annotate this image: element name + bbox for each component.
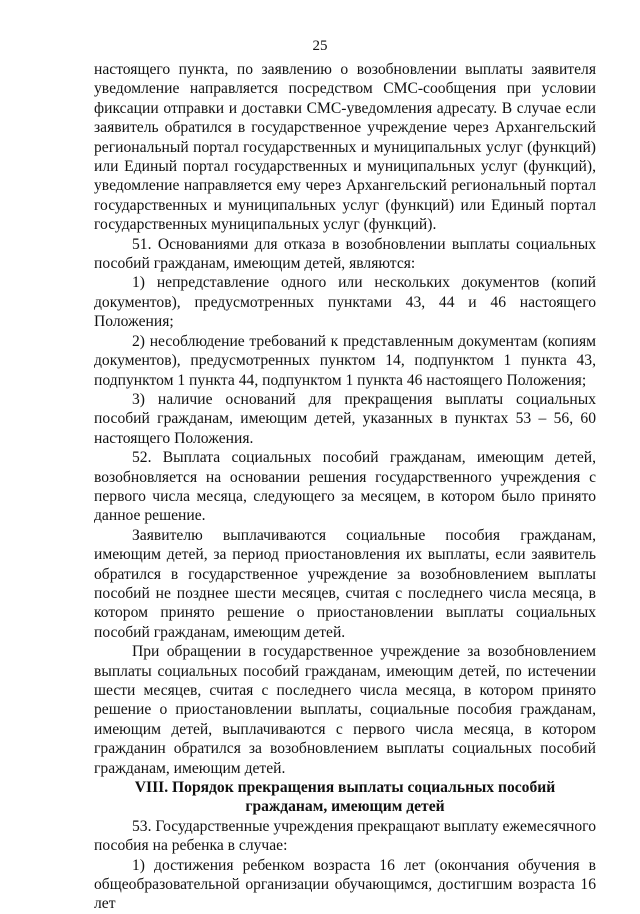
paragraph-51-item-2: 2) несоблюдение требований к представленным документам (копиям документов), предусмотренных пунктом 14, подпунктом 1 пункта 43, подпунктом 1 пункта 44, подпунктом 1 пункта 46 настоящего Положения;: [94, 332, 596, 389]
section-heading-line-2: гражданам, имеющим детей: [245, 798, 445, 816]
paragraph-51-item-3: 3) наличие оснований для прекращения выплаты социальных пособий гражданам, имеющим детей, указанных в пунктах 53 – 56, 60 настоящего Положения.: [94, 390, 596, 447]
document-body: [94, 60, 596, 914]
paragraph-53-item-1: 1) достижения ребенком возраста 16 лет (окончания обучения в общеобразовательной организации обучающимся, достигшим возраста 16 лет: [94, 856, 596, 913]
paragraph-52-part-3: При обращении в государственное учреждение за возобновлением выплаты социальных пособий гражданам, имеющим детей, по истечении шести месяцев, считая с последнего числа месяца, в котором принято решение о приостановлении выплаты, социальные пособия гражданам, имеющим детей, выплачиваются с первого числа месяца, в котором гражданин обратился за возобновлением выплаты социальных пособий гражданам, имеющим детей.: [94, 643, 596, 777]
section-heading-line-1: VIII. Порядок прекращения выплаты социальных пособий: [134, 779, 556, 797]
paragraph-51-item-1: 1) непредставление одного или нескольких документов (копий документов), предусмотренных пунктами 43, 44 и 46 настоящего Положения;: [94, 274, 596, 331]
section-heading: [94, 778, 596, 817]
paragraph-51-intro: 51. Основаниями для отказа в возобновлении выплаты социальных пособий гражданам, имеющим детей, являются:: [94, 235, 596, 273]
paragraph-53-intro: 53. Государственные учреждения прекращают выплату ежемесячного пособия на ребенка в случае:: [94, 817, 596, 855]
paragraph-52: 52. Выплата социальных пособий гражданам, имеющим детей, возобновляется на основании решения государственного учреждения с первого числа месяца, следующего за месяцем, в котором было принято данное решение.: [94, 449, 596, 525]
paragraph-52-part-2: Заявителю выплачиваются социальные пособия гражданам, имеющим детей, за период приостановления их выплаты, если заявитель обратился в государственное учреждение за возобновлением выплаты пособий не позднее шести месяцев, считая с последнего числа месяца, в котором принято решение о приостановлении выплаты социальных пособий гражданам, имеющим детей.: [94, 526, 596, 641]
paragraph-continuation: настоящего пункта, по заявлению о возобновлении выплаты заявителя уведомление направляется посредством СМС-сообщения при условии фиксации отправки и доставки СМС-уведомления адресату. В случае если заявитель обратился в государственное учреждение через Архангельский региональный портал государственных и муниципальных услуг (функций) или Единый портал государственных и муниципальных услуг (функций), уведомление направляется ему через Архангельский региональный портал государственных и муниципальных услуг (функций) или Единый портал государственных муниципальных услуг (функций).: [94, 61, 596, 234]
page-number: 25: [312, 38, 328, 54]
